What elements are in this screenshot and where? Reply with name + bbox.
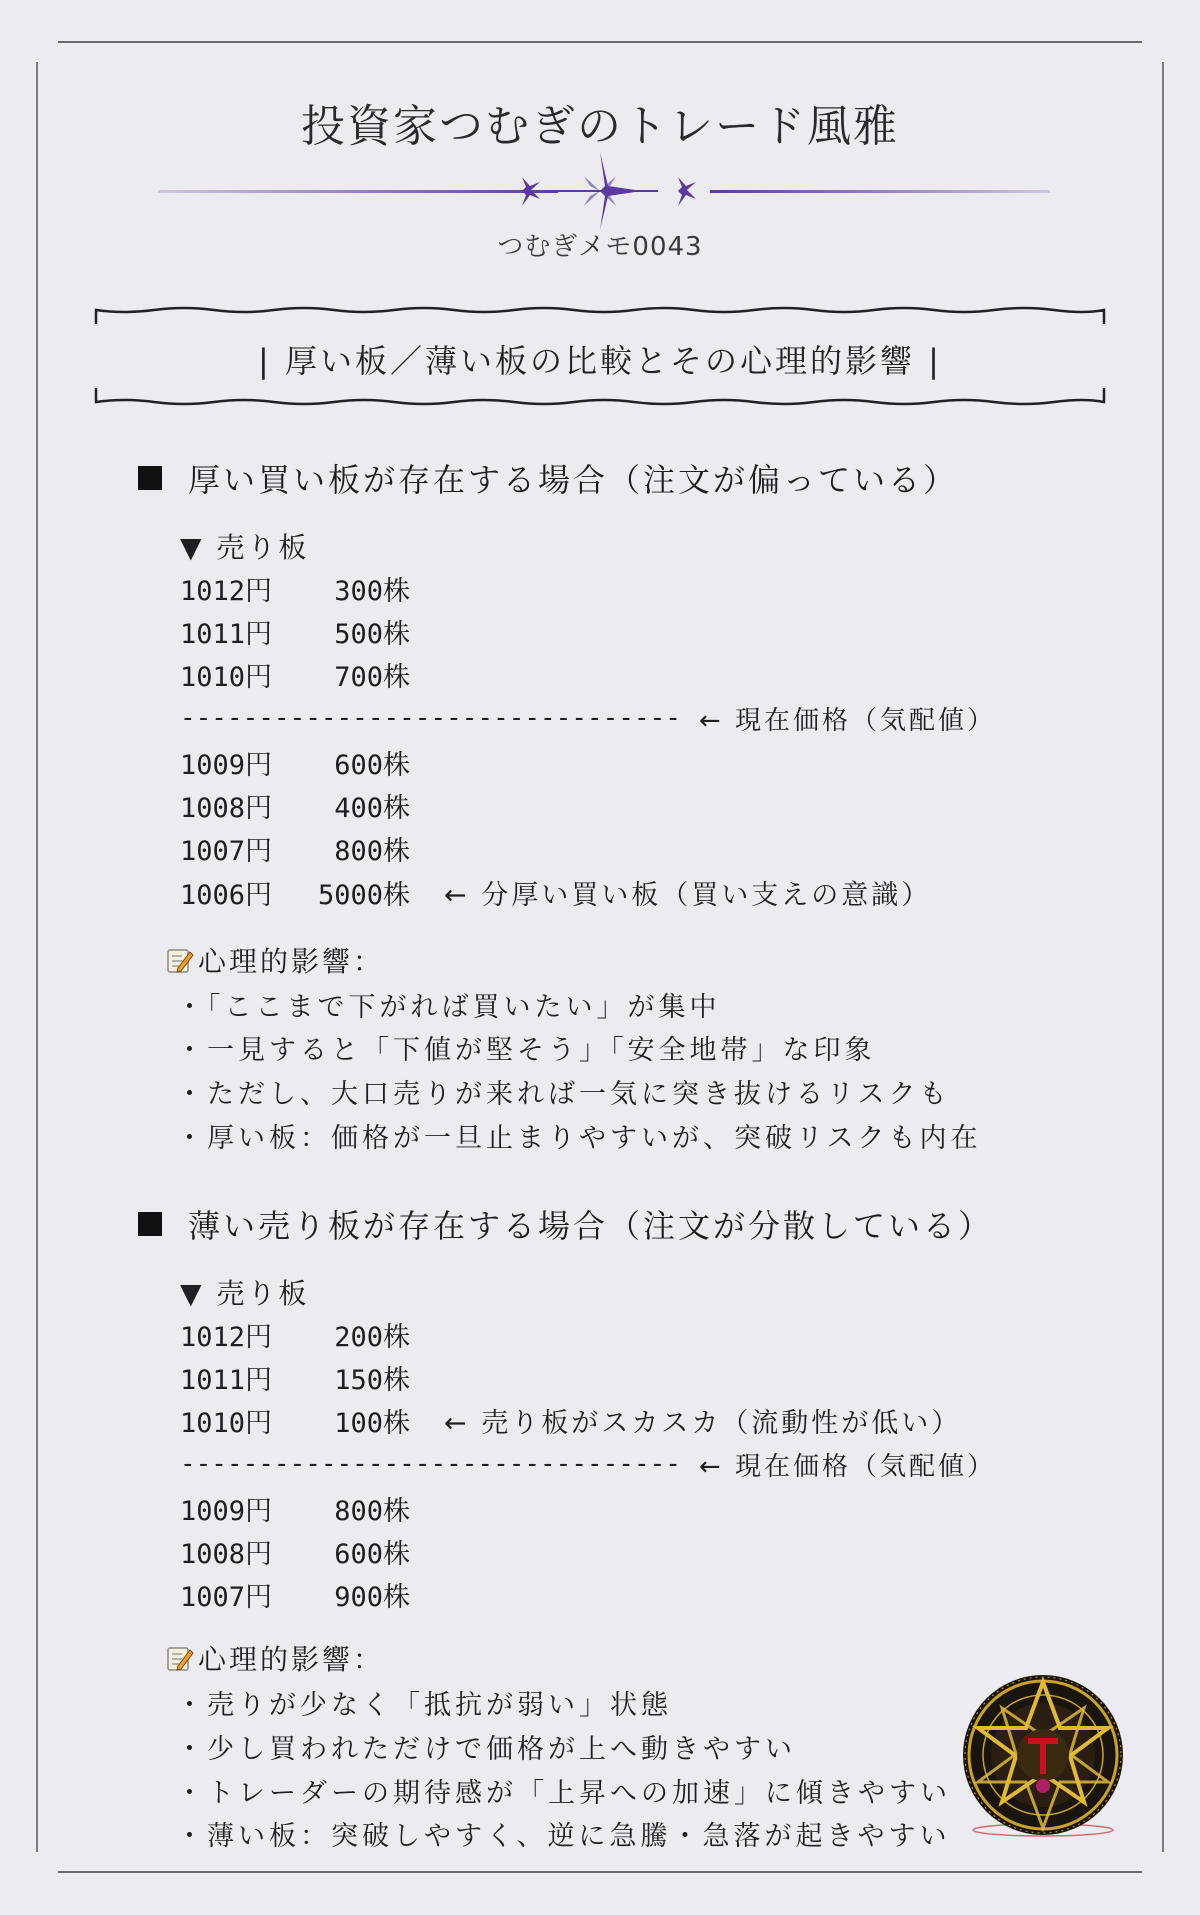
price: 1012円 xyxy=(180,1321,273,1353)
divider-note: ← 現在価格（気配値） xyxy=(698,705,996,736)
quantity: 5000株 xyxy=(317,879,410,911)
row-note: ← 売り板がスカスカ（流動性が低い） xyxy=(444,1407,962,1439)
quantity: 400株 xyxy=(334,792,410,824)
topic-heading-box xyxy=(94,306,1106,406)
current-price-divider xyxy=(180,700,996,736)
quantity: 500株 xyxy=(334,618,410,650)
order-row xyxy=(180,1576,410,1612)
psychology-bullet: ・「ここまで下がれば買いたい」が集中 xyxy=(176,992,721,1023)
memo-pencil-icon xyxy=(166,1644,194,1672)
current-price-divider xyxy=(180,1446,996,1482)
quantity: 800株 xyxy=(334,835,410,867)
bottom-rule xyxy=(58,1871,1142,1873)
order-row xyxy=(180,1533,410,1569)
row-note: ← 分厚い買い板（買い支えの意識） xyxy=(444,879,932,911)
price: 1010円 xyxy=(180,661,273,693)
memo-pencil-icon xyxy=(166,946,194,974)
psychology-bullet: ・薄い板：突破しやすく、逆に急騰・急落が起きやすい xyxy=(176,1821,951,1852)
price: 1007円 xyxy=(180,1581,273,1613)
price: 1011円 xyxy=(180,1364,273,1396)
quantity: 600株 xyxy=(334,749,410,781)
divider-dashes: -------------------------------- xyxy=(180,703,681,733)
quantity: 150株 xyxy=(334,1364,410,1396)
page-title: 投資家つむぎのトレード風雅 xyxy=(301,101,899,152)
section-title-text: 厚い買い板が存在する場合（注文が偏っている） xyxy=(188,461,959,499)
section-title-thin-sell xyxy=(138,1201,993,1247)
order-row xyxy=(180,830,410,866)
price: 1008円 xyxy=(180,1538,273,1570)
psychology-label xyxy=(166,940,384,980)
top-rule xyxy=(58,41,1142,43)
left-border-line xyxy=(36,62,38,1852)
star-emblem-icon xyxy=(958,1670,1128,1840)
price: 1012円 xyxy=(180,575,273,607)
price: 1011円 xyxy=(180,618,273,650)
psychology-bullet: ・ただし、大口売りが来れば一気に突き抜けるリスクも xyxy=(176,1079,951,1110)
price: 1010円 xyxy=(180,1407,273,1439)
quantity: 700株 xyxy=(334,661,410,693)
price: 1009円 xyxy=(180,1495,273,1527)
quantity: 300株 xyxy=(334,575,410,607)
quantity: 900株 xyxy=(334,1581,410,1613)
memo-number: つむぎメモ0043 xyxy=(497,232,703,262)
board-label: ▼ 売り板 xyxy=(180,531,310,564)
board-label: ▼ 売り板 xyxy=(180,1277,310,1310)
order-row xyxy=(180,1490,410,1526)
psychology-bullet: ・一見すると「下値が堅そう」「安全地帯」な印象 xyxy=(176,1035,876,1066)
order-row xyxy=(180,787,410,823)
square-bullet-icon xyxy=(138,466,162,490)
divider-note: ← 現在価格（気配値） xyxy=(698,1451,996,1482)
order-row xyxy=(180,874,931,910)
psychology-bullet: ・厚い板：価格が一旦止まりやすいが、突破リスクも内在 xyxy=(176,1123,982,1154)
psychology-label-text: 心理的影響： xyxy=(198,1643,385,1676)
price: 1009円 xyxy=(180,749,273,781)
order-row xyxy=(180,1359,410,1395)
sparkle-ornament-icon xyxy=(150,150,1050,230)
quantity: 600株 xyxy=(334,1538,410,1570)
order-row xyxy=(180,570,410,606)
quantity: 100株 xyxy=(334,1407,410,1439)
price: 1006円 xyxy=(180,879,273,911)
section-title-text: 薄い売り板が存在する場合（注文が分散している） xyxy=(188,1207,994,1245)
square-bullet-icon xyxy=(138,1212,162,1236)
quantity: 200株 xyxy=(334,1321,410,1353)
right-border-line xyxy=(1162,62,1164,1852)
price: 1007円 xyxy=(180,835,273,867)
quantity: 800株 xyxy=(334,1495,410,1527)
divider-dashes: -------------------------------- xyxy=(180,1449,681,1479)
psychology-bullet: ・少し買われただけで価格が上へ動きやすい xyxy=(176,1734,796,1765)
psychology-bullet: ・トレーダーの期待感が「上昇への加速」に傾きやすい xyxy=(176,1778,951,1809)
order-row xyxy=(180,613,410,649)
psychology-label xyxy=(166,1638,384,1678)
topic-heading: | 厚い板／薄い板の比較とその心理的影響 | xyxy=(258,342,942,380)
order-row xyxy=(180,656,410,692)
order-row xyxy=(180,1316,410,1352)
psychology-bullet: ・売りが少なく「抵抗が弱い」状態 xyxy=(176,1690,672,1721)
order-row xyxy=(180,744,410,780)
order-row xyxy=(180,1402,961,1438)
price: 1008円 xyxy=(180,792,273,824)
psychology-label-text: 心理的影響： xyxy=(198,945,385,978)
section-title-thick-buy xyxy=(138,455,958,501)
